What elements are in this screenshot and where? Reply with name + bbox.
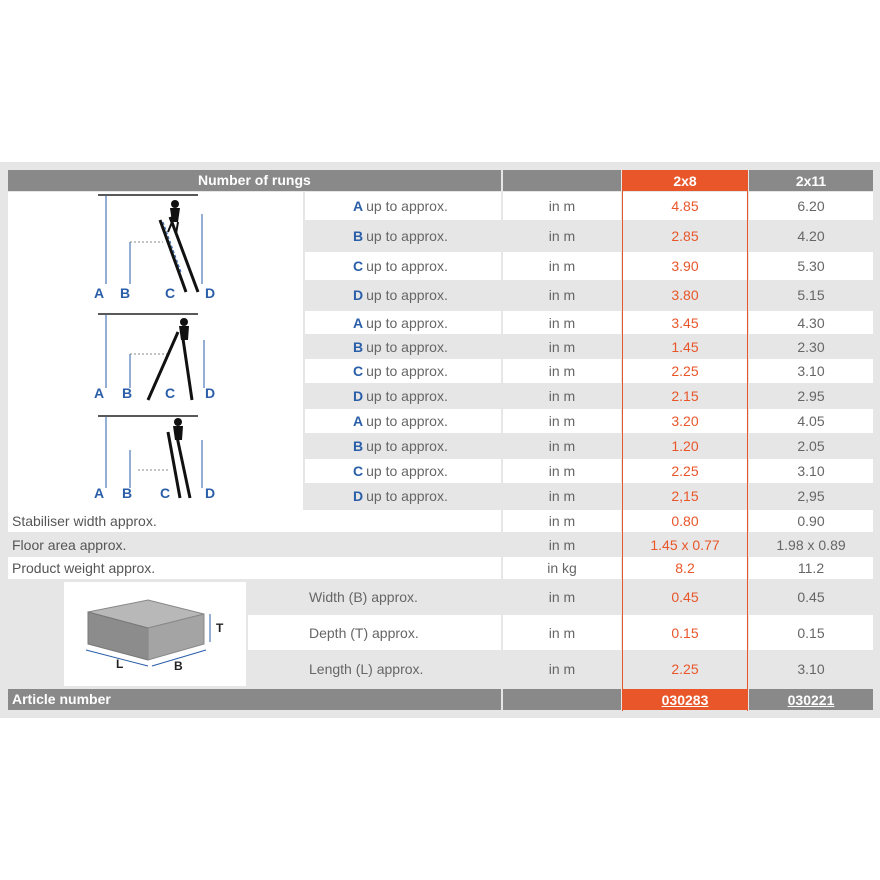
ladder-row-value-2x8: 3.45 [671, 314, 699, 331]
package-row-value-2x8: 0.45 [671, 589, 699, 605]
ladder-row-text: up to approx. [366, 258, 448, 274]
ladder-row-letter: B [353, 338, 364, 355]
general-row-unit: in kg [547, 560, 577, 576]
ladder-row-letter: A [353, 413, 364, 429]
header-title-cell [8, 170, 501, 191]
ladder-row-value-2x8: 1.20 [671, 438, 699, 454]
package-row-value-2x11: 0.15 [797, 624, 825, 641]
ladder-row-text: up to approx. [366, 338, 448, 355]
general-row-value-2x8: 8.2 [675, 560, 695, 576]
header-col-2x11 [749, 170, 873, 191]
package-row-unit: in m [548, 661, 576, 677]
general-row-value-2x11: 11.2 [797, 560, 825, 576]
diagram1-letter-d: D [205, 285, 216, 301]
ladder-row-label [305, 192, 501, 220]
ladder-row-value-2x11: 5.30 [797, 258, 825, 274]
ladder-row-label [305, 409, 501, 433]
diagram2-letter-b: B [122, 385, 133, 401]
article-number-link-2[interactable]: 030221 [787, 691, 835, 708]
ladder-row-label [305, 335, 501, 358]
ladder-row-value-2x11: 2.95 [797, 388, 825, 404]
ladder-row-value-2x8: 2.25 [671, 363, 699, 379]
ladder-row-unit: in m [548, 413, 576, 429]
ladder-row-unit: in m [548, 198, 576, 214]
package-diagram-panel [64, 582, 246, 686]
ladder-row-letter: C [353, 463, 364, 479]
ladder-row-unit: in m [548, 488, 576, 504]
ladder-row-text: up to approx. [366, 488, 448, 504]
package-row-value-2x11: 3.10 [797, 661, 825, 677]
ladder-row-value-2x8: 3.90 [671, 258, 699, 274]
ladder-row-value-2x11: 2.30 [797, 338, 825, 355]
ladder-row-value-2x8: 2.25 [671, 463, 699, 479]
general-row-value-2x11: 1.98 x 0.89 [776, 537, 846, 553]
package-row-value-2x8: 0.15 [671, 624, 699, 641]
ladder-row-label [305, 459, 501, 483]
ladder-row-label [305, 384, 501, 408]
ladder-row-label [305, 434, 501, 458]
diagram3-letter-a: A [94, 485, 105, 501]
ladder-row-text: up to approx. [366, 314, 448, 331]
ladder-row-letter: D [353, 488, 364, 504]
header-title: Number of rungs [198, 172, 311, 188]
footer-label-cell [8, 689, 501, 710]
general-row-value-2x8: 0.80 [671, 513, 699, 529]
package-row-label: Width (B) approx. [309, 589, 418, 605]
ladder-row-value-2x11: 4.30 [797, 314, 825, 331]
ladder-row-unit: in m [548, 314, 576, 331]
ladder-row-label [305, 484, 501, 508]
ladder-row-text: up to approx. [366, 287, 448, 303]
ladder-row-label [305, 311, 501, 334]
ladder-row-letter: A [353, 198, 364, 214]
package-letter-t: T [216, 621, 224, 635]
ladder-row-value-2x8: 2,15 [671, 488, 699, 504]
diagram3-letter-b: B [122, 485, 133, 501]
ladder-row-unit: in m [548, 363, 576, 379]
diagram2-letter-a: A [94, 385, 105, 401]
footer-unit-cell [503, 689, 621, 710]
diagram3-letter-d: D [205, 485, 216, 501]
ladder-row-unit: in m [548, 388, 576, 404]
package-row-unit: in m [548, 624, 576, 641]
general-row-label: Floor area approx. [12, 537, 127, 553]
diagram2-letter-c: C [165, 385, 176, 401]
header-unit-cell [503, 170, 621, 191]
ladder-row-label [305, 281, 501, 309]
package-row-value-2x8: 2.25 [671, 661, 699, 677]
ladder-row-letter: B [353, 228, 364, 244]
ladder-diagram-1 [94, 195, 215, 301]
header-col1-label: 2x8 [673, 172, 697, 189]
general-row-unit: in m [548, 513, 576, 529]
package-box-svg [64, 582, 246, 686]
ladder-row-text: up to approx. [366, 228, 448, 244]
ladder-row-letter: B [353, 438, 364, 454]
diagram1-letter-c: C [165, 285, 176, 301]
ladder-row-value-2x8: 2.85 [671, 228, 699, 244]
article-number-link-1[interactable]: 030283 [661, 691, 709, 708]
package-row-label: Depth (T) approx. [309, 624, 419, 641]
ladder-row-label [305, 252, 501, 280]
ladder-row-value-2x11: 2,95 [797, 488, 825, 504]
general-row-label: Product weight approx. [12, 560, 156, 576]
ladder-row-letter: D [353, 287, 364, 303]
ladder-row-unit: in m [548, 438, 576, 454]
ladder-row-value-2x11: 2.05 [797, 438, 825, 454]
ladder-row-unit: in m [548, 228, 576, 244]
ladder-row-value-2x11: 5.15 [797, 287, 825, 303]
ladder-row-value-2x8: 4.85 [671, 198, 699, 214]
ladder-row-text: up to approx. [366, 198, 448, 214]
ladder-diagram-3 [94, 416, 215, 501]
ladder-row-value-2x8: 1.45 [671, 338, 699, 355]
ladder-row-text: up to approx. [366, 438, 448, 454]
package-row-label: Length (L) approx. [309, 661, 424, 677]
general-row-value-2x11: 0.90 [797, 513, 825, 529]
general-row-unit: in m [548, 537, 576, 553]
ladder-row-text: up to approx. [366, 388, 448, 404]
ladder-row-value-2x8: 3.80 [671, 287, 699, 303]
diagram3-letter-c: C [160, 485, 171, 501]
ladder-row-value-2x11: 3.10 [797, 463, 825, 479]
ladder-row-unit: in m [548, 463, 576, 479]
ladder-row-value-2x11: 4.05 [797, 413, 825, 429]
diagram1-letter-b: B [120, 285, 131, 301]
package-row-unit: in m [548, 589, 576, 605]
ladder-row-unit: in m [548, 258, 576, 274]
ladder-diagrams-svg [8, 192, 303, 510]
ladder-row-letter: A [353, 314, 364, 331]
general-row-label: Stabiliser width approx. [12, 513, 157, 529]
ladder-row-text: up to approx. [366, 363, 448, 379]
footer-label: Article number [12, 691, 111, 707]
general-row-value-2x8: 1.45 x 0.77 [650, 537, 720, 553]
footer-article-cell-1 [623, 689, 747, 710]
ladder-row-unit: in m [548, 338, 576, 355]
footer-article-cell-2 [749, 689, 873, 710]
diagram2-letter-d: D [205, 385, 216, 401]
ladder-row-letter: C [353, 363, 364, 379]
diagram1-letter-a: A [94, 285, 105, 301]
ladder-row-unit: in m [548, 287, 576, 303]
ladder-diagram-2 [94, 314, 215, 401]
ladder-row-value-2x11: 3.10 [797, 363, 825, 379]
ladder-row-label [305, 222, 501, 250]
ladder-row-letter: D [353, 388, 364, 404]
ladder-row-text: up to approx. [366, 413, 448, 429]
ladder-diagram-panel [8, 192, 303, 510]
header-col2-label: 2x11 [795, 172, 827, 189]
ladder-row-letter: C [353, 258, 364, 274]
package-letter-b: B [174, 659, 183, 673]
ladder-row-text: up to approx. [366, 463, 448, 479]
ladder-row-value-2x11: 6.20 [797, 198, 825, 214]
header-col-2x8 [623, 170, 747, 191]
ladder-row-label [305, 359, 501, 383]
ladder-row-value-2x8: 2.15 [671, 388, 699, 404]
ladder-row-value-2x8: 3.20 [671, 413, 699, 429]
ladder-row-value-2x11: 4.20 [797, 228, 825, 244]
package-row-value-2x11: 0.45 [797, 589, 825, 605]
package-letter-l: L [116, 657, 124, 671]
